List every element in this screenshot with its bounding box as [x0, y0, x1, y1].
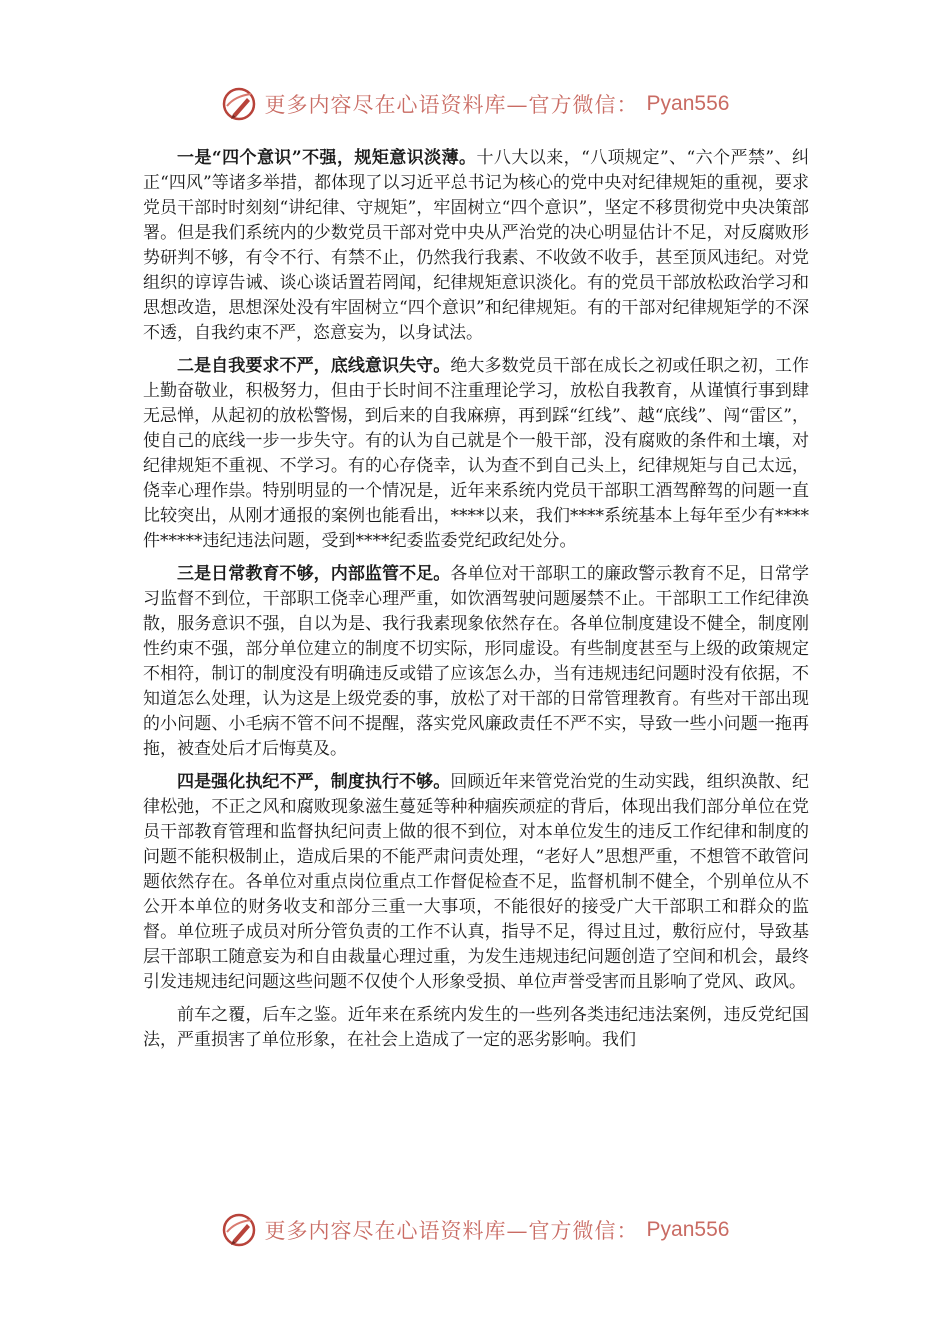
banner-text: 更多内容尽在心语资料库—官方微信：: [264, 93, 639, 117]
paragraph-lead: 三是日常教育不够，内部监管不足。: [177, 564, 451, 584]
paragraph-text: 回顾近年来管党治党的生动实践，组织涣散、纪律松弛，不正之风和腐败现象滋生蔓延等种种痼疾顽症的背后，体现出我们部分单位在党员干部教育管理和监督执纪问责上做的很不到位，对本单位发生的违反工作纪律和制度的问题不能积极制止，造成后果的不能严肃问责处理，“老好人”思想严重，不想管不敢管问题依然存在。各单位对重点岗位重点工作督促检查不足，监督机制不健全，个别单位从不公开本单位的财务收支和部分三重一大事项，不能很好的接受广大干部职工和群众的监督。单位班子成员对所分管负责的工作不认真，指导不足，得过且过，敷衍应付，导致基层干部职工随意妄为和自由裁量心理过重，为发生违规违纪问题创造了空间和机会，最终引发违规违纪问题这些问题不仅使个人形象受损、单位声誉受害而且影响了党风、政风。: [143, 772, 810, 992]
paragraph-lead: 二是自我要求不严，底线意识失守。: [177, 356, 451, 376]
pen-logo-icon: [221, 86, 257, 122]
paragraph-3: [143, 562, 809, 762]
document-body: [143, 146, 809, 1061]
paragraph-lead: 一是“四个意识”不强，规矩意识淡薄。: [177, 148, 477, 168]
paragraph-text: 绝大多数党员干部在成长之初或任职之初，工作上勤奋敬业，积极努力，但由于长时间不注重理论学习，放松自我教育，从谨慎行事到肆无忌惮，从起初的放松警惕，到后来的自我麻痹，再到踩“红线”、越“底线”、闯“雷区”，使自己的底线一步一步失守。有的认为自己就是个一般干部，没有腐败的条件和土壤，对纪律规矩不重视、不学习。有的心存侥幸，认为查不到自己头上，纪律规矩与自己太远，侥幸心理作祟。特别明显的一个情况是，近年来系统内党员干部职工酒驾醉驾的问题一直比较突出，从刚才通报的案例也能看出，****以来，我们****系统基本上每年至少有****件*****违纪违法问题，受到****纪委监委党纪政纪处分。: [143, 356, 810, 551]
paragraph-text: 前车之覆，后车之鉴。近年来在系统内发生的一些列各类违纪违法案例，违反党纪国法，严重损害了单位形象，在社会上造成了一定的恶劣影响。我们: [143, 1005, 809, 1050]
banner-text: 更多内容尽在心语资料库—官方微信：: [264, 1219, 639, 1243]
header-banner: [0, 82, 950, 126]
paragraph-lead: 四是强化执纪不严，制度执行不够。: [177, 772, 451, 792]
wechat-id: Pyan556: [646, 1218, 730, 1241]
wechat-id: Pyan556: [646, 92, 730, 115]
paragraph-5: [143, 1003, 809, 1053]
paragraph-text: 十八大以来，“八项规定”、“六个严禁”、纠正“四风”等诸多举措，都体现了以习近平总书记为核心的党中央对纪律规矩的重视，要求党员干部时时刻刻“讲纪律、守规矩”，牢固树立“四个意识”，坚定不移贯彻党中央决策部署。但是我们系统内的少数党员干部对党中央从严治党的决心明显估计不足，对反腐败形势研判不够，有令不行、有禁不止，仍然我行我素、不收敛不收手，甚至顶风违纪。对党组织的谆谆告诫、谈心谈话置若罔闻，纪律规矩意识淡化。有的党员干部放松政治学习和思想改造，思想深处没有牢固树立“四个意识”和纪律规矩。有的干部对纪律规矩学的不深不透，自我约束不严，恣意妄为，以身试法。: [143, 148, 809, 343]
paragraph-text: 各单位对干部职工的廉政警示教育不足，日常学习监督不到位，干部职工侥幸心理严重，如饮酒驾驶问题屡禁不止。干部职工工作纪律涣散，服务意识不强，自以为是、我行我素现象依然存在。各单位制度建设不健全，制度刚性约束不强，部分单位建立的制度不切实际，形同虚设。有些制度甚至与上级的政策规定不相符，制订的制度没有明确违反或错了应该怎么办，当有违规违纪问题时没有依据，不知道怎么处理，认为这是上级党委的事，放松了对干部的日常管理教育。有些对干部出现的小问题、小毛病不管不问不提醒，落实党风廉政责任不严不实，导致一些小问题一拖再拖，被查处后才后悔莫及。: [143, 564, 810, 759]
paragraph-2: [143, 354, 809, 554]
paragraph-1: [143, 146, 809, 346]
paragraph-4: [143, 770, 809, 995]
footer-banner: [0, 1208, 950, 1252]
pen-logo-icon: [221, 1212, 257, 1248]
